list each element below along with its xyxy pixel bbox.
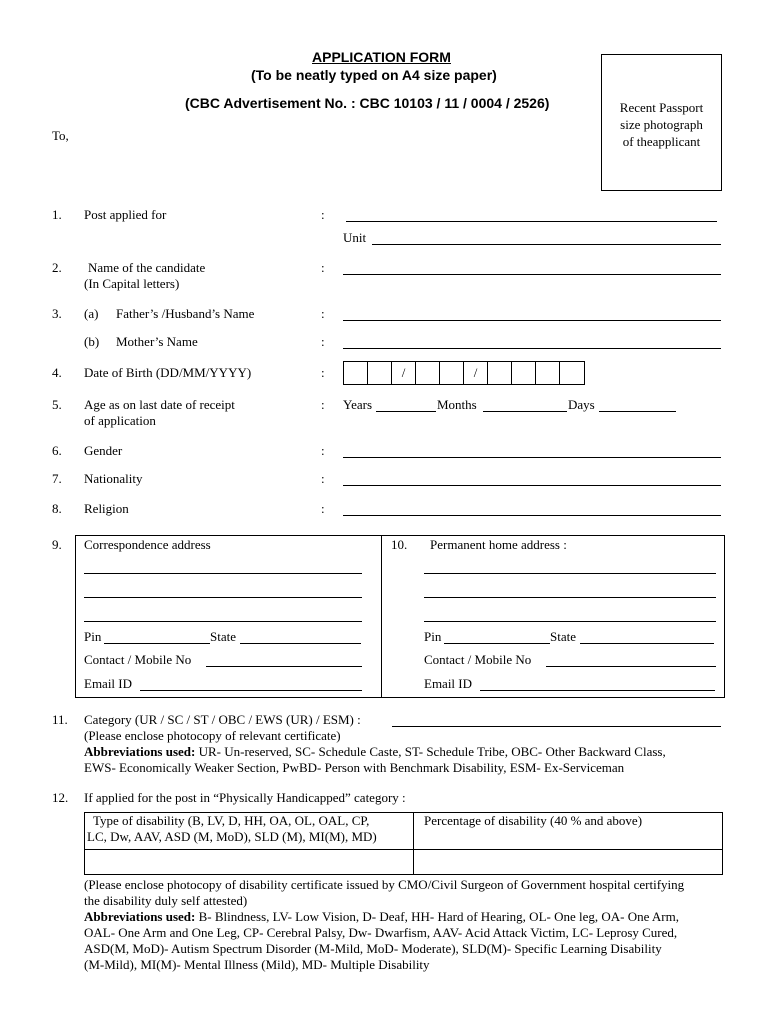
days-label: Days (568, 397, 595, 412)
category-field[interactable] (392, 726, 721, 727)
abbreviations-heading: Abbreviations used: (84, 909, 196, 924)
disability-abbreviations-line-2: OAL- One Arm and One Leg, CP- Cerebral Palsy, Dw- Dwarfism, AAV- Acid Attack Victim, LC- Leprosy Cured, (84, 925, 678, 940)
permanent-state-field[interactable] (580, 643, 714, 644)
religion-label: Religion (84, 501, 129, 516)
photo-box[interactable] (601, 54, 722, 191)
religion-field[interactable] (343, 515, 721, 516)
dob-year-4[interactable] (560, 362, 584, 384)
field-6-number: 6. (52, 443, 62, 458)
to-label: To, (52, 128, 69, 143)
disability-abbreviations-line-1 (84, 909, 679, 925)
unit-label: Unit (343, 230, 367, 245)
correspondence-contact-label: Contact / Mobile No (84, 652, 192, 667)
permanent-address-line-3[interactable] (424, 621, 716, 622)
months-label: Months (437, 397, 477, 412)
unit-field[interactable] (372, 244, 721, 245)
colon: : (321, 443, 325, 458)
field-1-number: 1. (52, 207, 62, 222)
dob-separator: / (464, 362, 488, 384)
disability-percentage-cell[interactable] (414, 850, 722, 874)
field-12-number: 12. (52, 790, 69, 805)
field-9-number: 9. (52, 537, 62, 552)
disability-abbreviations-line-4: (M-Mild), MI(M)- Mental Illness (Mild), MD- Multiple Disability (84, 957, 430, 972)
category-abbreviations-line-1 (84, 744, 666, 760)
permanent-contact-label: Contact / Mobile No (424, 652, 532, 667)
dob-day-2[interactable] (368, 362, 392, 384)
address-divider (381, 536, 382, 697)
dob-year-1[interactable] (488, 362, 512, 384)
disability-abbreviations-text: B- Blindness, LV- Low Vision, D- Deaf, HH- Hard of Hearing, OL- One leg, OA- One Arm, (195, 909, 680, 924)
dob-year-3[interactable] (536, 362, 560, 384)
permanent-email-label: Email ID (424, 676, 473, 691)
permanent-contact-field[interactable] (546, 666, 716, 667)
advertisement-number: (CBC Advertisement No. : CBC 10103 / 11 / 0004 / 2526) (185, 95, 550, 111)
field-7-number: 7. (52, 471, 62, 486)
field-10-number: 10. (391, 537, 408, 552)
colon: : (321, 365, 325, 380)
disability-abbreviations-line-3: ASD(M, MoD)- Autism Spectrum Disorder (M-Mild, MoD- Moderate), SLD(M)- Specific Learning Disability (84, 941, 662, 956)
correspondence-pin-field[interactable] (104, 643, 210, 644)
field-2-number: 2. (52, 260, 62, 275)
colon: : (321, 501, 325, 516)
correspondence-address-label: Correspondence address (84, 537, 211, 552)
correspondence-state-field[interactable] (240, 643, 361, 644)
years-field[interactable] (376, 411, 436, 412)
permanent-address-line-2[interactable] (424, 597, 716, 598)
permanent-state-label: State (550, 629, 576, 644)
days-field[interactable] (599, 411, 676, 412)
mother-name-field[interactable] (343, 348, 721, 349)
age-label: Age as on last date of receipt (84, 397, 235, 412)
colon: : (321, 334, 325, 349)
dob-day-1[interactable] (344, 362, 368, 384)
photo-box-line2: size photograph (620, 117, 703, 132)
correspondence-email-field[interactable] (140, 690, 362, 691)
abbreviations-heading: Abbreviations used: (84, 744, 196, 759)
correspondence-contact-field[interactable] (206, 666, 362, 667)
permanent-address-line-1[interactable] (424, 573, 716, 574)
form-subtitle: (To be neatly typed on A4 size paper) (251, 67, 497, 83)
category-note: (Please enclose photocopy of relevant certificate) (84, 728, 341, 743)
colon: : (321, 471, 325, 486)
category-abbreviations-text: UR- Un-reserved, SC- Schedule Caste, ST- Schedule Tribe, OBC- Other Backward Class, (195, 744, 666, 759)
address-box (75, 535, 725, 698)
photo-box-line1: Recent Passport (619, 100, 704, 115)
dob-year-2[interactable] (512, 362, 536, 384)
nationality-field[interactable] (343, 485, 721, 486)
permanent-email-field[interactable] (480, 690, 715, 691)
disability-percentage-header: Percentage of disability (40 % and above) (424, 813, 643, 828)
correspondence-email-label: Email ID (84, 676, 133, 691)
father-husband-name-field[interactable] (343, 320, 721, 321)
dob-month-2[interactable] (440, 362, 464, 384)
father-husband-name-label: Father’s /Husband’s Name (116, 306, 255, 321)
field-3-number: 3. (52, 306, 62, 321)
gender-field[interactable] (343, 457, 721, 458)
dob-separator: / (392, 362, 416, 384)
permanent-address-label: Permanent home address : (430, 537, 567, 552)
disability-type-header-line-1: Type of disability (B, LV, D, HH, OA, OL, OAL, CP, (93, 813, 370, 828)
field-5-number: 5. (52, 397, 62, 412)
correspondence-address-line-2[interactable] (84, 597, 362, 598)
field-8-number: 8. (52, 501, 62, 516)
colon: : (321, 397, 325, 412)
disability-type-cell[interactable] (86, 850, 412, 874)
capital-letters-note: (In Capital letters) (84, 276, 180, 291)
post-applied-label: Post applied for (84, 207, 167, 222)
nationality-label: Nationality (84, 471, 143, 486)
physically-handicapped-label: If applied for the post in “Physically Handicapped” category : (84, 790, 406, 805)
colon: : (321, 306, 325, 321)
correspondence-pin-label: Pin (84, 629, 102, 644)
correspondence-address-line-3[interactable] (84, 621, 362, 622)
disability-note-line-2: the disability duly self attested) (84, 893, 248, 908)
colon: : (321, 207, 325, 222)
dob-label: Date of Birth (DD/MM/YYYY) (84, 365, 252, 380)
dob-boxes[interactable] (343, 361, 585, 385)
colon: : (321, 260, 325, 275)
candidate-name-field[interactable] (343, 274, 721, 275)
age-label-sub: of application (84, 413, 156, 428)
correspondence-address-line-1[interactable] (84, 573, 362, 574)
form-title: APPLICATION FORM (312, 49, 451, 65)
gender-label: Gender (84, 443, 123, 458)
permanent-pin-field[interactable] (444, 643, 550, 644)
field-11-number: 11. (52, 712, 68, 727)
category-label: Category (UR / SC / ST / OBC / EWS (UR) / ESM) : (84, 712, 361, 727)
field-3b-marker: (b) (84, 334, 100, 349)
category-abbreviations-line-2: EWS- Economically Weaker Section, PwBD- Person with Benchmark Disability, ESM- Ex-Serviceman (84, 760, 625, 775)
candidate-name-label: Name of the candidate (88, 260, 206, 275)
dob-month-1[interactable] (416, 362, 440, 384)
field-4-number: 4. (52, 365, 62, 380)
correspondence-state-label: State (210, 629, 236, 644)
field-3a-marker: (a) (84, 306, 99, 321)
permanent-pin-label: Pin (424, 629, 442, 644)
years-label: Years (343, 397, 373, 412)
post-applied-field[interactable] (346, 221, 717, 222)
mother-name-label: Mother’s Name (116, 334, 198, 349)
months-field[interactable] (483, 411, 567, 412)
photo-box-line3: of theapplicant (622, 134, 701, 149)
disability-type-header-line-2: LC, Dw, AAV, ASD (M, MoD), SLD (M), MI(M), MD) (87, 829, 377, 844)
disability-note-line-1: (Please enclose photocopy of disability certificate issued by CMO/Civil Surgeon of Government hospital certifying (84, 877, 685, 892)
